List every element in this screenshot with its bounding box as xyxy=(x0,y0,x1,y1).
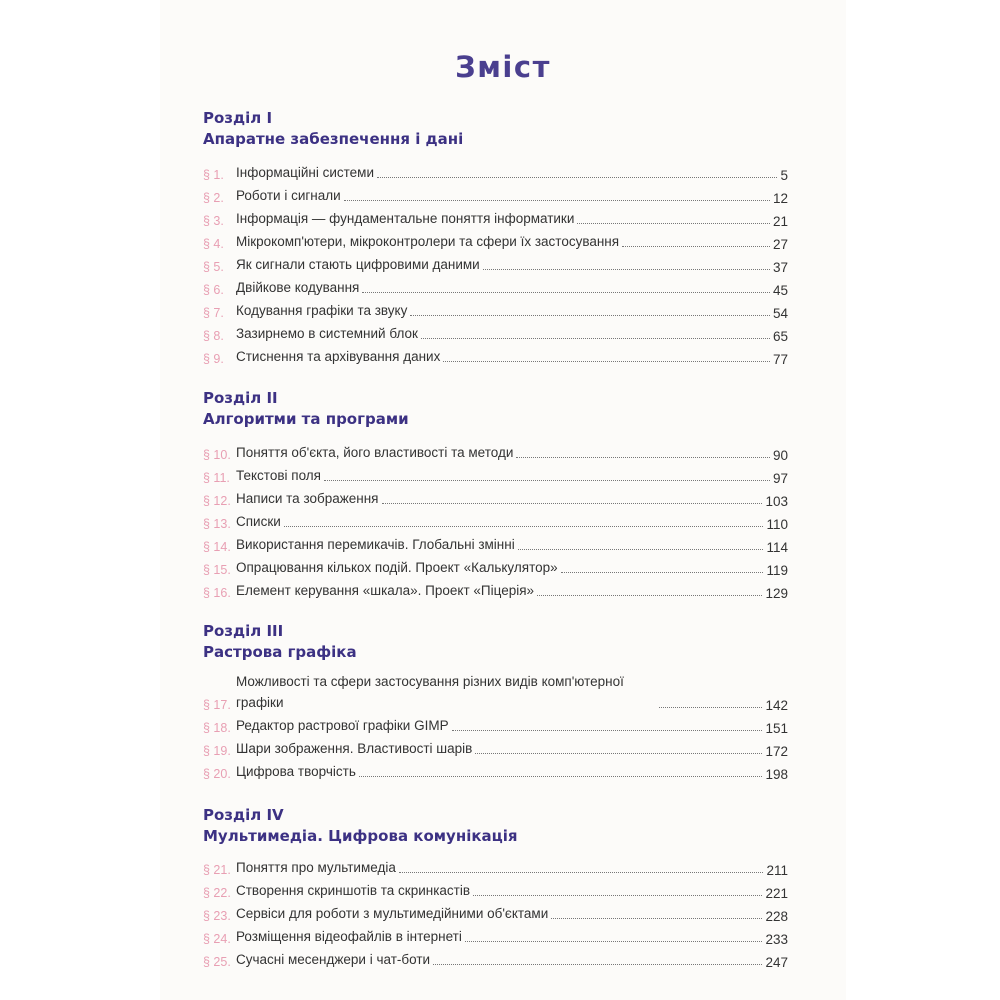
entry-title: Стиснення та архівування даних xyxy=(236,349,441,364)
toc-entry xyxy=(203,229,788,252)
entry-title: Редактор растрової графіки GIMP xyxy=(236,718,449,733)
paragraph-number: § 25. xyxy=(203,955,231,969)
dot-leader xyxy=(344,200,770,201)
dot-leader xyxy=(410,315,770,316)
paragraph-number: § 20. xyxy=(203,767,231,781)
section-heading-3 xyxy=(203,621,357,663)
toc-entry xyxy=(203,160,788,183)
paragraph-number: § 1. xyxy=(203,168,224,182)
page-number: 221 xyxy=(765,886,788,901)
page-number: 90 xyxy=(772,448,788,463)
page-number: 247 xyxy=(765,955,788,970)
page-number: 97 xyxy=(772,471,788,486)
paragraph-number: § 2. xyxy=(203,191,224,205)
dot-leader xyxy=(659,707,762,708)
dot-leader xyxy=(483,269,770,270)
paragraph-number: § 23. xyxy=(203,909,231,923)
dot-leader xyxy=(465,941,763,942)
entry-title: Як сигнали стають цифровими даними xyxy=(236,257,480,272)
dot-leader xyxy=(452,730,763,731)
page-number: 228 xyxy=(765,909,788,924)
toc-entry xyxy=(203,901,788,924)
toc-list-section-1 xyxy=(203,160,788,367)
section-name: Мультимедіа. Цифрова комунікація xyxy=(203,827,518,845)
page-number: 45 xyxy=(772,283,788,298)
paragraph-number: § 6. xyxy=(203,283,224,297)
toc-list-section-3 xyxy=(203,668,788,782)
page-number: 119 xyxy=(766,563,788,578)
dot-leader xyxy=(443,361,770,362)
toc-entry xyxy=(203,759,788,782)
entry-title: Елемент керування «шкала». Проект «Піцерія» xyxy=(236,583,535,598)
paragraph-number: § 11. xyxy=(203,471,230,485)
dot-leader xyxy=(473,895,762,896)
entry-title: Кодування графіки та звуку xyxy=(236,303,408,318)
toc-entry xyxy=(203,947,788,970)
page-number: 129 xyxy=(765,586,788,601)
section-label: Розділ І xyxy=(203,109,273,127)
section-name: Апаратне забезпечення і дані xyxy=(203,130,464,148)
dot-leader xyxy=(284,526,764,527)
dot-leader xyxy=(551,918,762,919)
dot-leader xyxy=(622,246,770,247)
paragraph-number: § 19. xyxy=(203,744,231,758)
section-heading-1 xyxy=(203,108,463,150)
toc-entry xyxy=(203,275,788,298)
section-heading-4 xyxy=(203,805,518,847)
entry-title: Інформаційні системи xyxy=(236,165,374,180)
entry-title: Сервіси для роботи з мультимедійними об'єктами xyxy=(236,906,549,921)
toc-entry xyxy=(203,555,788,578)
dot-leader xyxy=(421,338,770,339)
dot-leader xyxy=(362,292,770,293)
toc-entry xyxy=(203,924,788,947)
entry-title: Текстові поля xyxy=(236,468,321,483)
paragraph-number: § 3. xyxy=(203,214,224,228)
paragraph-number: § 7. xyxy=(203,306,224,320)
toc-entry xyxy=(203,486,788,509)
entry-title: Опрацювання кількох подій. Проект «Калькулятор» xyxy=(236,560,558,575)
page-number: 211 xyxy=(766,863,788,878)
toc-entry xyxy=(203,206,788,229)
page-number: 21 xyxy=(772,214,788,229)
dot-leader xyxy=(382,503,763,504)
page-number: 110 xyxy=(766,517,788,532)
toc-entry xyxy=(203,736,788,759)
dot-leader xyxy=(433,964,762,965)
page-number: 27 xyxy=(772,237,788,252)
dot-leader xyxy=(561,572,764,573)
entry-title: Шари зображення. Властивості шарів xyxy=(236,741,473,756)
paragraph-number: § 16. xyxy=(203,586,231,600)
entry-title: Двійкове кодування xyxy=(236,280,360,295)
paragraph-number: § 21. xyxy=(203,863,231,877)
toc-entry xyxy=(203,713,788,736)
toc-entry xyxy=(203,855,788,878)
page-number: 198 xyxy=(765,767,788,782)
paragraph-number: § 8. xyxy=(203,329,224,343)
section-label: Розділ ІІ xyxy=(203,389,278,407)
page-number: 103 xyxy=(765,494,788,509)
entry-title: Сучасні месенджери і чат-боти xyxy=(236,952,431,967)
dot-leader xyxy=(324,480,770,481)
paragraph-number: § 18. xyxy=(203,721,231,735)
toc-entry xyxy=(203,298,788,321)
toc-entry xyxy=(203,668,788,713)
dot-leader xyxy=(577,223,770,224)
section-name: Алгоритми та програми xyxy=(203,410,409,428)
paragraph-number: § 5. xyxy=(203,260,224,274)
entry-title: Списки xyxy=(236,514,281,529)
page-number: 114 xyxy=(766,540,788,555)
paragraph-number: § 24. xyxy=(203,932,231,946)
page-number: 5 xyxy=(780,168,788,183)
entry-title: Використання перемикачів. Глобальні змінні xyxy=(236,537,515,552)
paragraph-number: § 17. xyxy=(203,698,231,712)
dot-leader xyxy=(516,457,770,458)
entry-title: Написи та зображення xyxy=(236,491,379,506)
paragraph-number: § 14. xyxy=(203,540,231,554)
toc-entry xyxy=(203,440,788,463)
entry-title: Поняття об'єкта, його властивості та методи xyxy=(236,445,514,460)
dot-leader xyxy=(377,177,777,178)
dot-leader xyxy=(537,595,762,596)
toc-entry xyxy=(203,532,788,555)
page-title: Зміст xyxy=(455,50,551,84)
dot-leader xyxy=(359,776,763,777)
paragraph-number: § 22. xyxy=(203,886,231,900)
paragraph-number: § 15. xyxy=(203,563,231,577)
entry-title: Зазирнемо в системний блок xyxy=(236,326,418,341)
section-heading-2 xyxy=(203,388,409,430)
entry-title: Цифрова творчість xyxy=(236,764,356,779)
toc-list-section-4 xyxy=(203,855,788,970)
toc-entry xyxy=(203,509,788,532)
page-number: 77 xyxy=(772,352,788,367)
page-number: 142 xyxy=(765,698,788,713)
paragraph-number: § 13. xyxy=(203,517,231,531)
section-label: Розділ ІІІ xyxy=(203,622,284,640)
paragraph-number: § 9. xyxy=(203,352,224,366)
page-number: 151 xyxy=(765,721,788,736)
section-label: Розділ IV xyxy=(203,806,284,824)
page-number: 12 xyxy=(772,191,788,206)
toc-entry xyxy=(203,252,788,275)
toc-entry xyxy=(203,878,788,901)
toc-entry xyxy=(203,344,788,367)
entry-title: Розміщення відеофайлів в інтернеті xyxy=(236,929,462,944)
toc-entry xyxy=(203,463,788,486)
page-number: 54 xyxy=(772,306,788,321)
dot-leader xyxy=(399,872,764,873)
page-number: 172 xyxy=(765,744,788,759)
dot-leader xyxy=(518,549,764,550)
page-number: 37 xyxy=(772,260,788,275)
paragraph-number: § 12. xyxy=(203,494,231,508)
entry-title: Інформація — фундаментальне поняття інформатики xyxy=(236,211,575,226)
toc-entry xyxy=(203,578,788,601)
entry-title: Поняття про мультимедіа xyxy=(236,860,396,875)
paragraph-number: § 10. xyxy=(203,448,231,462)
entry-title: Створення скриншотів та скринкастів xyxy=(236,883,471,898)
toc-entry xyxy=(203,321,788,344)
page-number: 65 xyxy=(772,329,788,344)
toc-entry xyxy=(203,183,788,206)
paragraph-number: § 4. xyxy=(203,237,224,251)
entry-title: Мікрокомп'ютери, мікроконтролери та сфери їх застосування xyxy=(236,234,620,249)
dot-leader xyxy=(475,753,762,754)
page-number: 233 xyxy=(765,932,788,947)
toc-list-section-2 xyxy=(203,440,788,601)
entry-title: Можливості та сфери застосування різних видів комп'ютерної графіки xyxy=(236,674,624,710)
section-name: Растрова графіка xyxy=(203,643,357,661)
entry-title: Роботи і сигнали xyxy=(236,188,341,203)
